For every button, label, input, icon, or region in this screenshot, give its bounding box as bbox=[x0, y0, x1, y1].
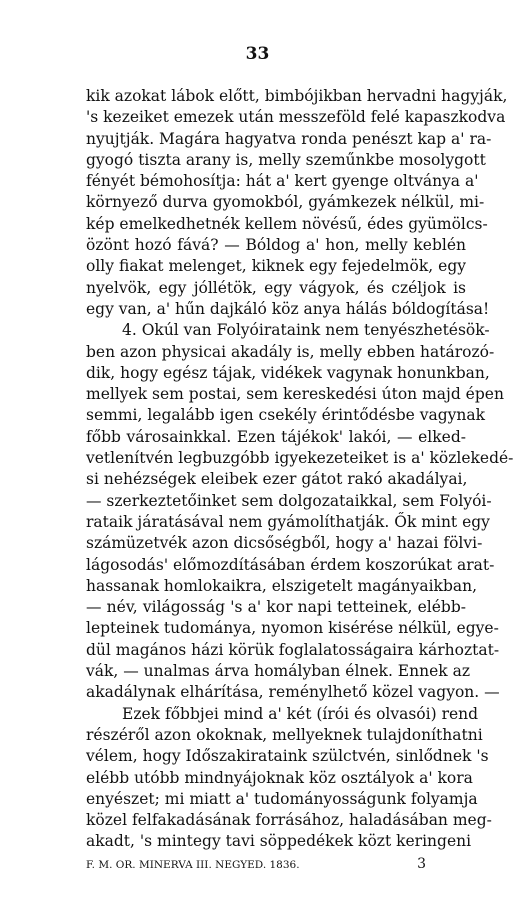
text-line: vélem, hogy Időszakirataink szülctvén, sinlődnek 's bbox=[86, 747, 489, 766]
text-line: özönt hozó fává? — Bóldog a' hon, melly keblén bbox=[86, 236, 466, 255]
text-line: 4. Okúl van Folyóirataink nem tenyészhetésök- bbox=[122, 321, 490, 340]
text-line: vák, — unalmas árva homályban élnek. Ennek az bbox=[86, 662, 470, 681]
text-line: kép emelkedhetnék kellem növésű, édes gyümölcs- bbox=[86, 214, 488, 233]
text-line: közel felfakadásának forrásához, haladásában meg- bbox=[86, 811, 492, 830]
footer-source: F. M. OR. MINERVA III. NEGYED. 1836. bbox=[86, 859, 300, 871]
printer-signature: 3 bbox=[417, 856, 426, 872]
text-line: — név, világosság 's a' kor napi tetteinek, elébb- bbox=[86, 598, 466, 617]
text-line: fényét bémohosítja: hát a' kert gyenge oltványa a' bbox=[86, 172, 479, 191]
text-line: semmi, legalább igen csekély érintődésbe vagynak bbox=[86, 406, 486, 425]
text-line: ben azon physicai akadály is, melly ebben határozó- bbox=[86, 342, 495, 361]
text-line: részéről azon okoknak, mellyeknek tulajdoníthatni bbox=[86, 725, 483, 744]
text-line: gyogó tiszta arany is, melly szeműnkbe mosolygott bbox=[86, 150, 486, 169]
text-line: nyelvök, egy jóllétök, egy vágyok, és czéljok is bbox=[86, 278, 466, 297]
text-line: dik, hogy egész tájak, vidékek vagynak honunkban, bbox=[86, 363, 490, 382]
text-line: olly fiakat melenget, kiknek egy fejedelmök, egy bbox=[86, 257, 466, 276]
text-line: egy van, a' hűn dajkáló köz anya hálás bóldogítása! bbox=[86, 299, 490, 318]
text-line: számüzetvék azon dicsőségből, hogy a' hazai fölvi- bbox=[86, 534, 483, 553]
text-line: rataik járatásával nem gyámolíthatják. Ők mint egy bbox=[86, 512, 490, 531]
text-line: hassanak homlokaikra, elszigetelt magányaikban, bbox=[86, 576, 478, 595]
text-line: Ezek főbbjei mind a' két (írói és olvasói) rend bbox=[122, 704, 479, 723]
text-line: dül magános házi körük foglalatosságaira kárhoztat- bbox=[86, 640, 500, 659]
text-line: lepteinek tudománya, nyomon kisérése nélkül, egye- bbox=[86, 619, 499, 638]
text-line: akadálynak elhárítása, reménylhető közel vagyon. — bbox=[86, 683, 500, 702]
text-line: elébb utóbb mindnyájoknak köz osztályok a' kora bbox=[86, 768, 473, 787]
text-line: környező durva gyomokból, gyámkezek nélkül, mi- bbox=[86, 193, 485, 212]
text-line: — szerkeztetőinket sem dolgozataikkal, sem Folyói- bbox=[86, 491, 492, 510]
text-line: nyujtják. Magára hagyatva ronda penészt kap a' ra- bbox=[86, 129, 492, 148]
text-line: kik azokat lábok előtt, bimbójikban hervadni hagyják, bbox=[86, 87, 508, 105]
text-line: 's kezeiket emezek után messzeföld felé kapaszkodva bbox=[86, 108, 506, 127]
text-line: enyészet; mi miatt a' tudományosságunk folyamja bbox=[86, 789, 478, 808]
text-line: akadt, 's mintegy tavi söppedékek közt keringeni bbox=[86, 832, 472, 851]
text-line: si nehézségek eleibek ezer gátot rakó akadályai, bbox=[86, 470, 468, 489]
text-line: mellyek sem postai, sem kereskedési úton majd épen bbox=[86, 385, 504, 404]
page-number: 33 bbox=[245, 44, 270, 64]
text-line: vetlenítvén legbuzgóbb igyekezeteiket is a' közlekedé- bbox=[86, 449, 514, 468]
page-footer bbox=[86, 856, 466, 872]
text-line: főbb városainkkal. Ezen tájékok' lakói, — elked- bbox=[86, 427, 466, 446]
body-text bbox=[86, 86, 514, 853]
text-line: lágosodás' előmozdításában érdem koszorúkat arat- bbox=[86, 555, 495, 574]
